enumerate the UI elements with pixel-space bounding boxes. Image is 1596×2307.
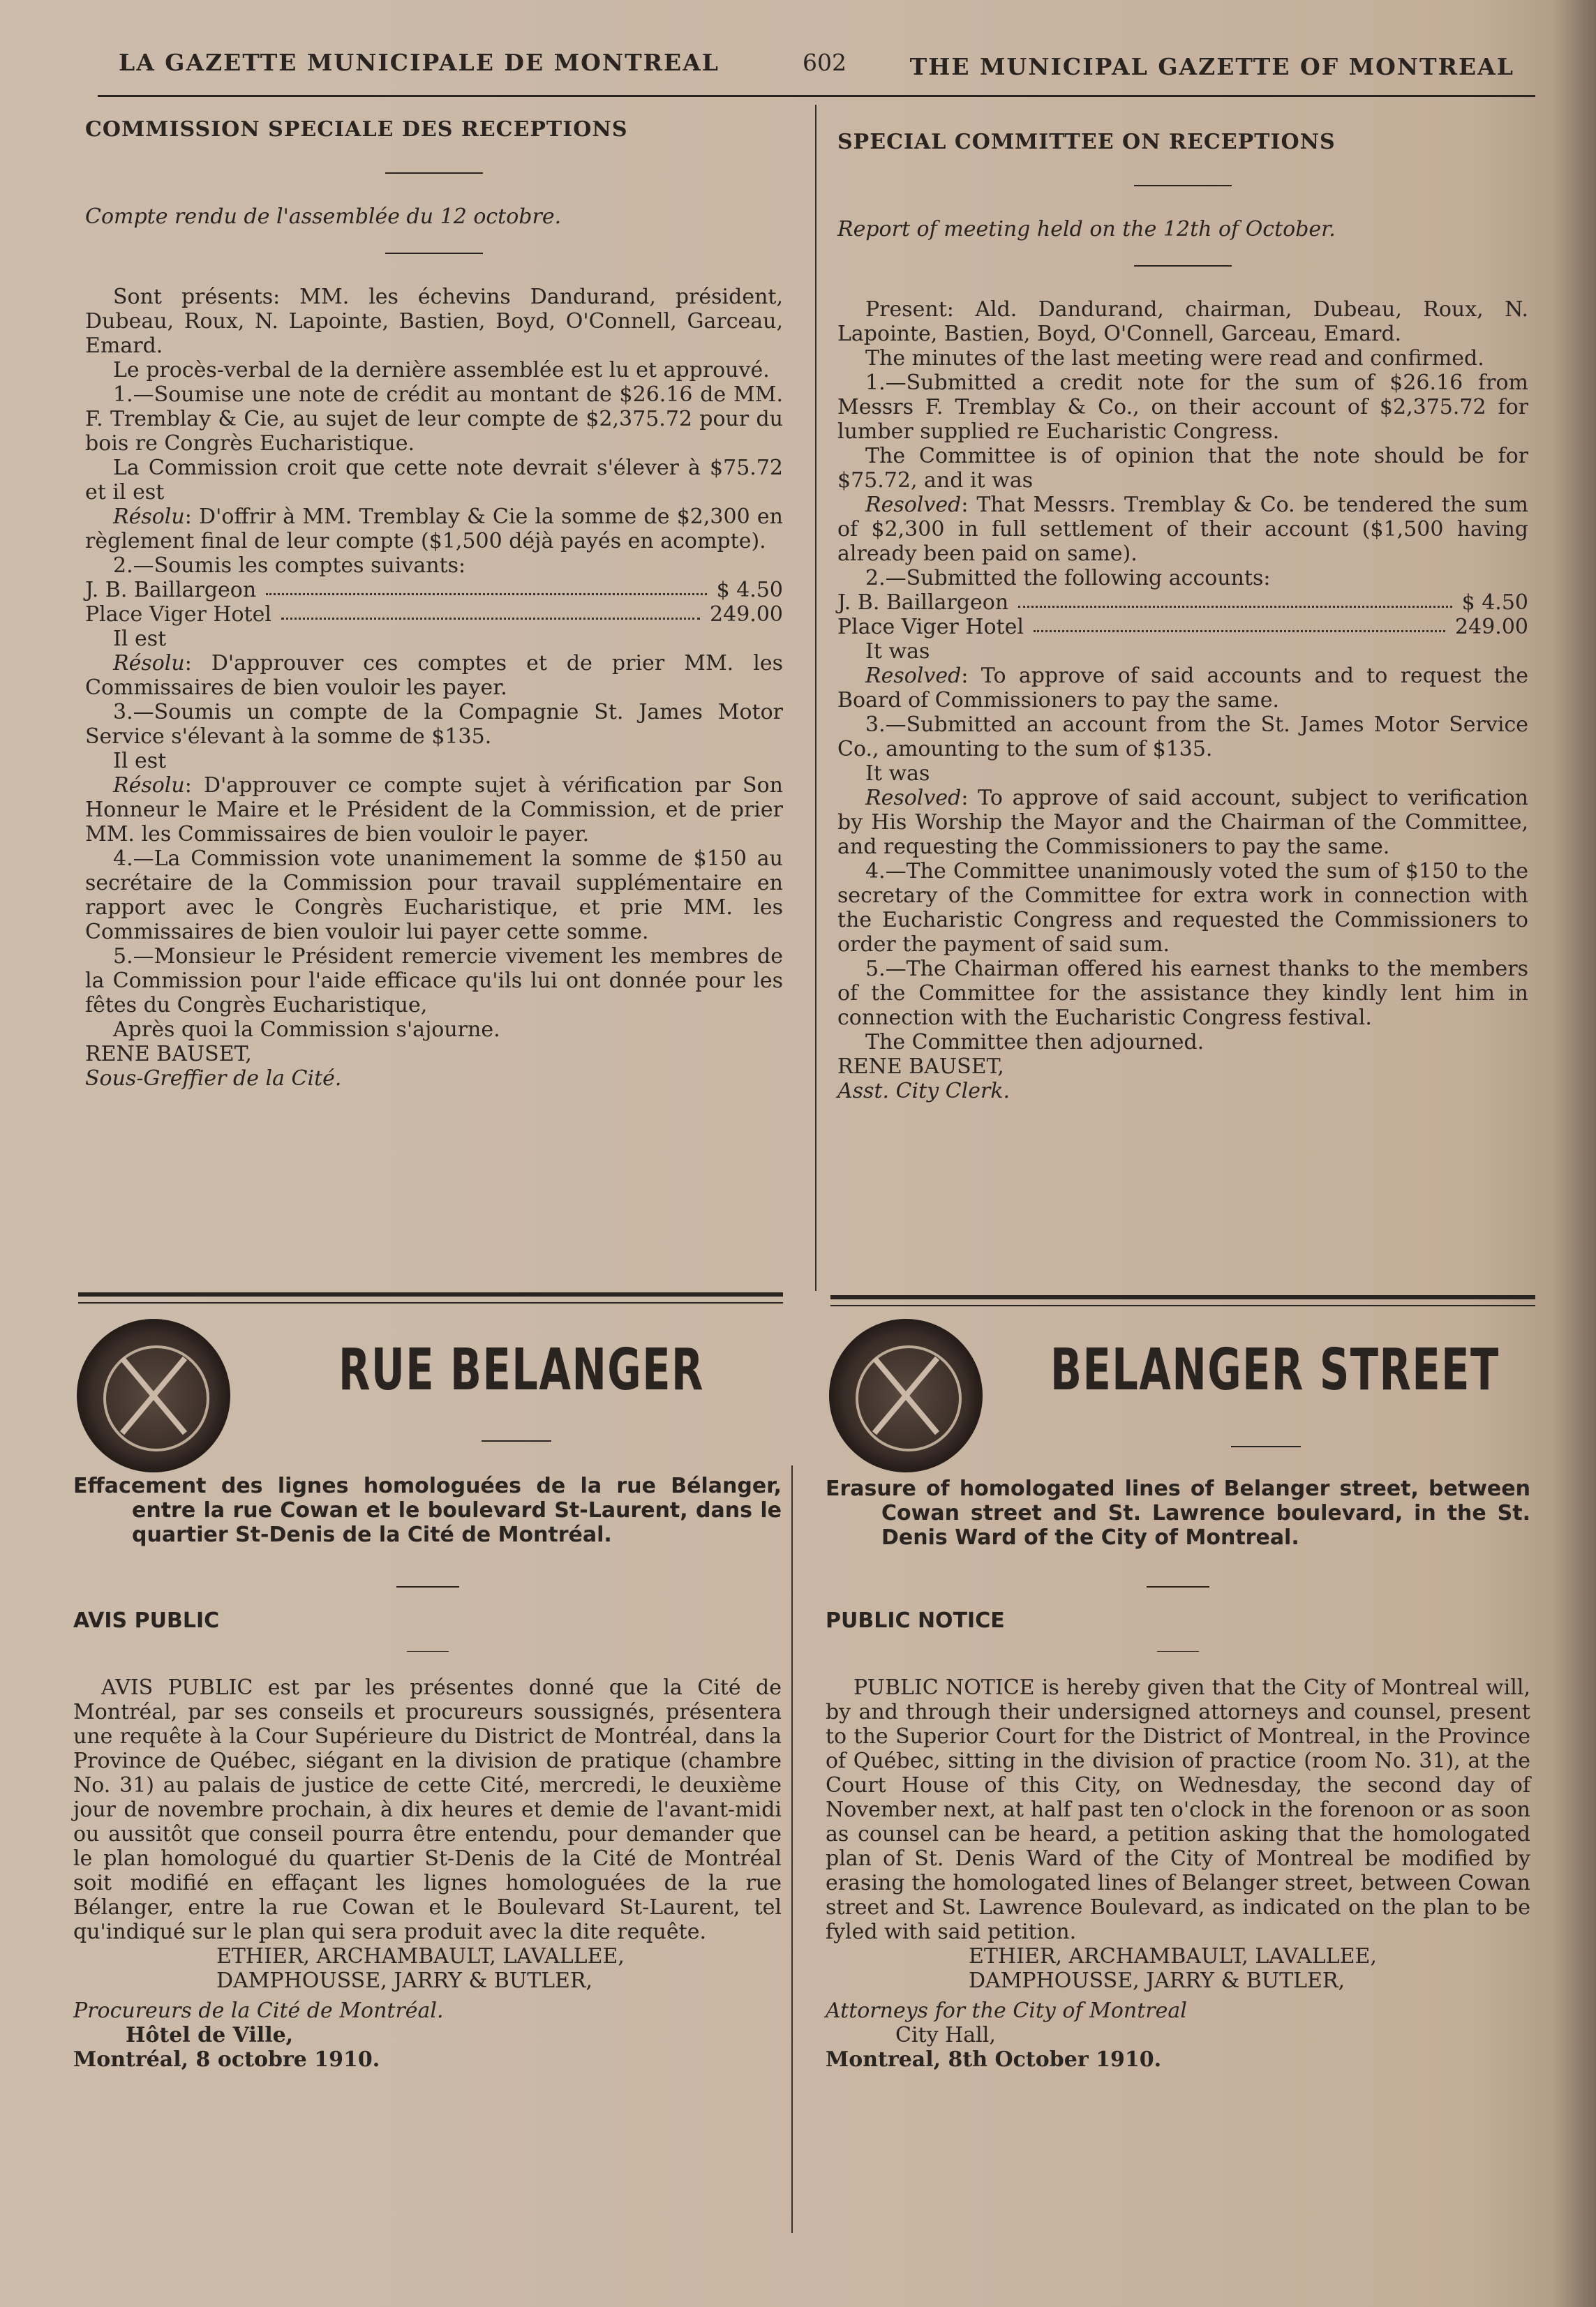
divider xyxy=(407,1651,449,1652)
fr-notice-date: Montréal, 8 octobre 1910. xyxy=(73,2047,380,2072)
fr-item-2: 2.—Soumis les comptes suivants: xyxy=(113,553,466,578)
header-title-fr: LA GAZETTE MUNICIPALE DE MONTREAL xyxy=(119,49,720,76)
header-rule xyxy=(98,95,1535,97)
fr-notice-title: AVIS PUBLIC xyxy=(73,1608,220,1633)
fr-headline: RUE BELANGER xyxy=(338,1337,704,1403)
fr-item-1: 1.—Soumise une note de crédit au montant de $26.16 de MM. F. Tremblay & Cie, au sujet de leur compte de $2,375.72 pour du bois re Congrès Eucharistique. xyxy=(85,382,783,456)
resolution-label: Résolu xyxy=(113,505,185,529)
account-name: Place Viger Hotel xyxy=(85,602,271,627)
account-name: J. B. Baillargeon xyxy=(837,590,1009,615)
fr-notice-place: Hôtel de Ville, xyxy=(126,2023,294,2047)
en-item-1: 1.—Submitted a credit note for the sum of $26.16 from Messrs F. Tremblay & Co., on their account of $2,375.72 for lumber supplied re Eucharistic Congress. xyxy=(837,371,1528,444)
en-item-1-opinion: The Committee is of opinion that the note should be for $75.72, and it was xyxy=(837,444,1528,493)
account-amount: 249.00 xyxy=(710,602,783,627)
divider xyxy=(396,1586,459,1588)
fr-report-column xyxy=(85,117,783,1091)
resolution-text: : That Messrs. Tremblay & Co. be tendered the sum of $2,300 in full settlement of their account ($1,500 having already been paid on same). xyxy=(837,493,1528,566)
en-item-5: 5.—The Chairman offered his earnest thanks to the members of the Committee for the assistance they kindly lent him in connection with the Eucharistic Congress festival. xyxy=(837,957,1528,1030)
en-notice-sig-line1: ETHIER, ARCHAMBAULT, LAVALLEE, xyxy=(969,1944,1377,1969)
resolution-text: : D'approuver ce compte sujet à vérification par Son Honneur le Maire et le Président de la Commission, et de prier MM. les Commissaires de bien vouloir le payer. xyxy=(85,773,783,846)
divider xyxy=(1231,1446,1301,1447)
fr-notice-sig-line2: DAMPHOUSSE, JARRY & BUTLER, xyxy=(216,1969,593,1993)
resolution-text: : To approve of said accounts and to request the Board of Commissioners to pay the same. xyxy=(837,664,1528,712)
account-name: J. B. Baillargeon xyxy=(85,578,257,602)
fr-notice-column xyxy=(73,1474,782,2072)
fr-notice-sig-title: Procureurs de la Cité de Montréal. xyxy=(73,1999,444,2023)
resolution-text: : D'offrir à MM. Tremblay & Cie la somme de $2,300 en règlement final de leur compte ($1,500 déjà payés en acompte). xyxy=(85,505,783,553)
montreal-city-seal-icon xyxy=(829,1319,983,1472)
resolution-label: Résolu xyxy=(113,651,185,675)
en-minutes: The minutes of the last meeting were read and confirmed. xyxy=(865,346,1484,371)
resolution-text: : To approve of said account, subject to verification by His Worship the Mayor and the Chairman of the Committee, and requesting the Commissioners to pay the same. xyxy=(837,786,1528,859)
en-headline: BELANGER STREET xyxy=(1050,1337,1500,1403)
en-notice-date: Montreal, 8th October 1910. xyxy=(826,2047,1162,2072)
fr-item-4: 4.—La Commission vote unanimement la somme de $150 au secrétaire de la Commission pour travail supplémentaire en rapport avec le Congrès Eucharistique, et prie MM. les Commissaires de bien vouloir lui payer cette somme. xyxy=(85,846,783,944)
en-notice-sig-title: Attorneys for the City of Montreal xyxy=(826,1999,1187,2023)
section-rule-fr xyxy=(78,1292,783,1297)
fr-report-title: COMMISSION SPECIALE DES RECEPTIONS xyxy=(85,117,628,142)
en-account-row xyxy=(837,590,1528,615)
en-it-was: It was xyxy=(865,761,930,786)
fr-account-row xyxy=(85,602,783,627)
en-report-subtitle: Report of meeting held on the 12th of October. xyxy=(837,217,1336,241)
leader-dots xyxy=(281,602,700,620)
resolution-label: Resolved xyxy=(865,664,962,688)
divider xyxy=(385,253,483,254)
account-amount: $ 4.50 xyxy=(1461,590,1528,615)
column-divider-bottom xyxy=(791,1465,793,2233)
fr-item-3: 3.—Soumis un compte de la Compagnie St. James Motor Service s'élevant à la somme de $135. xyxy=(85,700,783,749)
en-report-column xyxy=(837,130,1528,1103)
en-it-was: It was xyxy=(865,639,930,664)
resolution-label: Résolu xyxy=(113,773,185,798)
section-rule-en xyxy=(830,1295,1535,1299)
header-title-en: THE MUNICIPAL GAZETTE OF MONTREAL xyxy=(909,53,1514,80)
fr-report-subtitle: Compte rendu de l'assemblée du 12 octobre. xyxy=(85,204,562,229)
page-header xyxy=(119,49,1514,84)
fr-resolution-1 xyxy=(85,505,783,553)
account-amount: $ 4.50 xyxy=(716,578,783,602)
divider xyxy=(1134,265,1232,267)
en-notice-title: PUBLIC NOTICE xyxy=(826,1608,1005,1633)
section-rule-en-thin xyxy=(830,1305,1535,1306)
fr-attendance: Sont présents: MM. les échevins Dandurand, président, Dubeau, Roux, N. Lapointe, Bastien, Boyd, O'Connell, Garceau, Emard. xyxy=(85,285,783,358)
leader-dots xyxy=(266,578,706,595)
resolution-label: Resolved xyxy=(865,493,962,517)
divider xyxy=(385,172,483,174)
section-rule-fr-thin xyxy=(78,1302,783,1304)
leader-dots xyxy=(1018,590,1452,608)
fr-it-was: Il est xyxy=(113,749,167,773)
page-number: 602 xyxy=(803,49,847,76)
divider xyxy=(1157,1651,1199,1652)
resolution-label: Resolved xyxy=(865,786,962,810)
fr-notice-body: AVIS PUBLIC est par les présentes donné que la Cité de Montréal, par ses conseils et procureurs soussignés, présentera une requête à la Cour Supérieure du District de Montréal, dans la Province de Québec, siégant en la division de pratique (chambre No. 31) au palais de justice de cette Cité, mercredi, le deuxième jour de novembre prochain, à dix heures et demie de l'avant-midi ou aussitôt que conseil pourra être entendu, pour demander que le plan homologué du quartier St-Denis de la Cité de Montréal soit modifié en effaçant les lignes homologuées de la rue Bélanger, entre la rue Cowan et le Boulevard St-Laurent, tel qu'indiqué sur le plan qui sera produit avec la dite requête. xyxy=(73,1675,782,1944)
fr-minutes: Le procès-verbal de la dernière assemblée est lu et approuvé. xyxy=(113,358,770,382)
montreal-city-seal-icon xyxy=(77,1319,230,1472)
column-divider-top xyxy=(815,105,816,1291)
divider xyxy=(1147,1586,1209,1588)
en-resolution-3 xyxy=(837,786,1528,859)
en-adjourn: The Committee then adjourned. xyxy=(865,1030,1205,1054)
en-report-title: SPECIAL COMMITTEE ON RECEPTIONS xyxy=(837,130,1336,154)
en-item-4: 4.—The Committee unanimously voted the sum of $150 to the secretary of the Committee for extra work in connection with the Eucharistic Congress and requested the Commissioners to order the payment of said sum. xyxy=(837,859,1528,957)
leader-dots xyxy=(1034,615,1445,632)
en-notice-column xyxy=(826,1477,1530,2072)
account-name: Place Viger Hotel xyxy=(837,615,1024,639)
en-notice-body: PUBLIC NOTICE is hereby given that the City of Montreal will, by and through their undersigned attorneys and counsel, present to the Superior Court for the District of Montreal, in the Province of Québec, sitting in the division of practice (room No. 31), at the Court House of this City, on Wednesday, the second day of November next, at half past ten o'clock in the forenoon or as soon as counsel can be heard, a petition asking that the homologated plan of St. Denis Ward of the City of Montreal be modified by erasing the homologated lines of Belanger street, between Cowan street and St. Lawrence Boulevard, as indicated on the plan to be fyled with said petition. xyxy=(826,1675,1530,1944)
en-item-3: 3.—Submitted an account from the St. James Motor Service Co., amounting to the sum of $135. xyxy=(837,712,1528,761)
divider xyxy=(1134,185,1232,186)
en-attendance: Present: Ald. Dandurand, chairman, Dubeau, Roux, N. Lapointe, Bastien, Boyd, O'Connell, Garceau, Emard. xyxy=(837,297,1528,346)
fr-resolution-2 xyxy=(85,651,783,700)
fr-notice-sig-line1: ETHIER, ARCHAMBAULT, LAVALLEE, xyxy=(216,1944,625,1969)
en-resolution-2 xyxy=(837,664,1528,712)
en-item-2: 2.—Submitted the following accounts: xyxy=(865,566,1271,590)
fr-notice-intro: Effacement des lignes homologuées de la rue Bélanger, entre la rue Cowan et le boulevard St-Laurent, dans le quartier St-Denis de la Cité de Montréal. xyxy=(73,1474,782,1547)
fr-it-was: Il est xyxy=(113,627,167,651)
divider xyxy=(482,1440,551,1442)
en-notice-intro: Erasure of homologated lines of Belanger street, between Cowan street and St. Lawrence boulevard, in the St. Denis Ward of the City of Montreal. xyxy=(826,1477,1530,1550)
fr-signature-title: Sous-Greffier de la Cité. xyxy=(85,1066,342,1091)
en-signature-title: Asst. City Clerk. xyxy=(837,1079,1010,1103)
en-signature-name: RENE BAUSET, xyxy=(837,1054,1004,1079)
fr-resolution-3 xyxy=(85,773,783,846)
en-resolution-1 xyxy=(837,493,1528,566)
fr-item-1-opinion: La Commission croit que cette note devrait s'élever à $75.72 et il est xyxy=(85,456,783,505)
en-account-row xyxy=(837,615,1528,639)
fr-item-5: 5.—Monsieur le Président remercie vivement les membres de la Commission pour l'aide efficace qu'ils lui ont donnée pour les fêtes du Congrès Eucharistique, xyxy=(85,944,783,1017)
fr-adjourn: Après quoi la Commission s'ajourne. xyxy=(113,1017,500,1042)
en-notice-sig-line2: DAMPHOUSSE, JARRY & BUTLER, xyxy=(969,1969,1345,1993)
resolution-text: : D'approuver ces comptes et de prier MM. les Commissaires de bien vouloir les payer. xyxy=(85,651,783,700)
page-edge-shadow xyxy=(1554,0,1596,2307)
en-notice-place: City Hall, xyxy=(895,2023,996,2047)
account-amount: 249.00 xyxy=(1455,615,1528,639)
fr-account-row xyxy=(85,578,783,602)
fr-signature-name: RENE BAUSET, xyxy=(85,1042,252,1066)
